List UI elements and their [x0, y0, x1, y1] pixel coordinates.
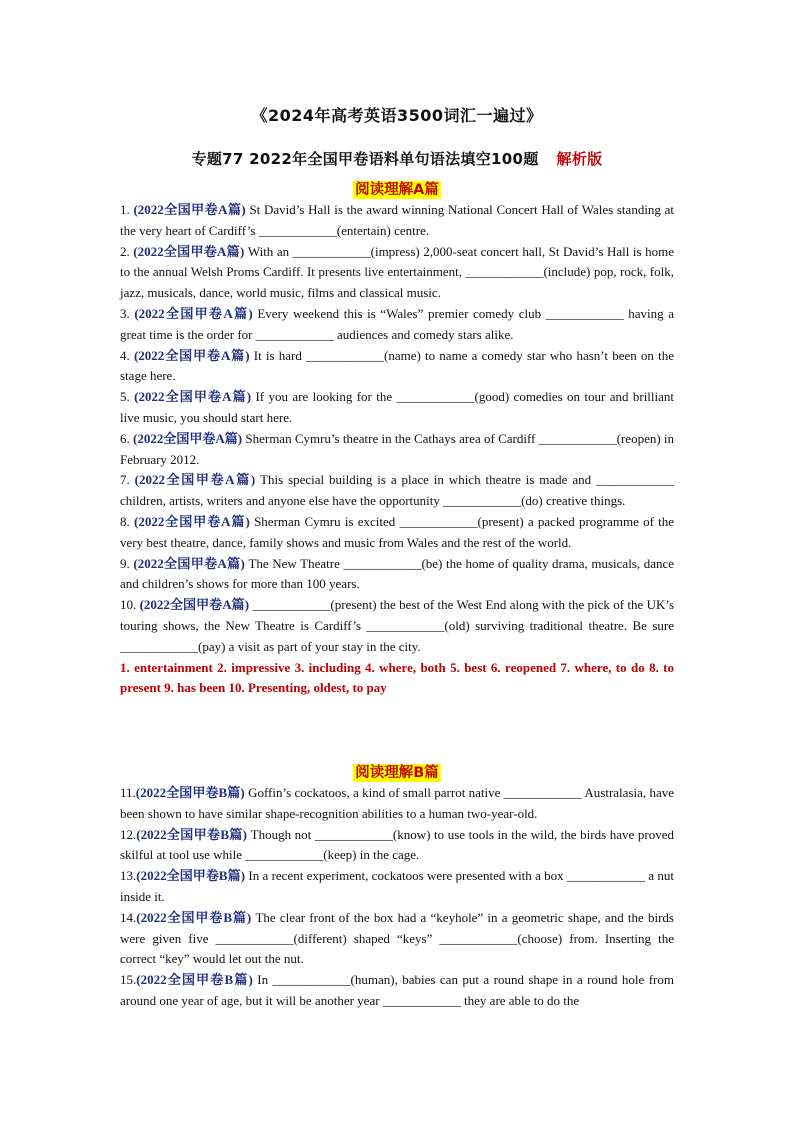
question-text: Sherman Cymru is excited ____________(present) a packed programme of the very best theatre, dance, family shows and music from Wales and the rest of the world. — [120, 513, 675, 550]
question-item — [120, 825, 674, 867]
question-text: Though not ____________(know) to use tools in the wild, the birds have proved skilful at tool use while ____________(keep) in the cage. — [120, 826, 674, 863]
question-number: 11. — [120, 785, 136, 800]
question-text: Goffin’s cockatoos, a kind of small parrot native ____________ Australasia, have been shown to have similar shape-recognition abilities to a human two-year-old. — [120, 785, 674, 821]
question-number: 7. — [120, 472, 130, 488]
question-text: If you are looking for the ____________(good) comedies on tour and brilliant live music, you should start here. — [120, 389, 675, 425]
section-heading-a-label: 阅读理解A篇 — [355, 182, 439, 198]
question-item — [120, 595, 674, 657]
question-number: 4. — [120, 347, 130, 363]
question-text: This special building is a place in which theatre is made and ____________ children, artists, writers and anyone else have the opportunity ____________(do) creative things. — [120, 472, 674, 509]
question-number: 2. — [120, 243, 130, 259]
question-number: 13. — [120, 868, 137, 884]
question-item — [120, 242, 674, 304]
section-heading-a — [0, 178, 794, 199]
question-item — [120, 387, 674, 429]
question-item — [120, 512, 674, 554]
question-number: 1. — [120, 202, 130, 217]
question-number: 15. — [120, 972, 137, 988]
question-text: ____________(present) the best of the West End along with the pick of the UK’s touring shows, the New Theatre is Cardiff’s ____________(old) surviving traditional theatre. Be sure ____________(pay) a visit as part of your stay in the city. — [120, 597, 675, 654]
question-item — [120, 429, 674, 471]
question-item — [120, 866, 674, 908]
question-source: (2022全国甲卷A篇) — [133, 243, 245, 259]
question-item — [120, 304, 674, 346]
question-text: The New Theatre ____________(be) the home of quality drama, musicals, dance and children’s shows for more than 100 years. — [120, 555, 675, 592]
question-text: In a recent experiment, cockatoos were presented with a box ____________ a nut inside it. — [120, 868, 675, 904]
question-source: (2022全国甲卷A篇) — [133, 555, 245, 571]
question-item — [120, 470, 674, 512]
question-text: The clear front of the box had a “keyhole” in a geometric shape, and the birds were given five ____________(different) shaped “keys” ____________(choose) from. Inserting the correct “key” would let out the nut. — [120, 909, 674, 967]
question-text: In ____________(human), babies can put a round shape in a round hole from around one year of age, but it will be another year ____________ they are able to do the — [120, 972, 674, 1008]
section-heading-b-label: 阅读理解B篇 — [355, 765, 439, 781]
question-text: St David’s Hall is the award winning National Concert Hall of Wales standing at the very heart of Cardiff’s ____________(entertain) centre. — [120, 202, 675, 238]
question-text: With an ____________(impress) 2,000-seat concert hall, St David’s Hall is home to the annual Welsh Proms Cardiff. It presents live entertainment, ____________(include) pop, rock, folk, jazz, musicals, dance, world music, films and classical music. — [120, 243, 674, 301]
subtitle-tag: 解析版 — [556, 150, 603, 168]
question-number: 9. — [120, 555, 130, 571]
question-source: (2022全国甲卷A篇) — [134, 305, 253, 321]
subtitle-text: 专题77 2022年全国甲卷语料单句语法填空100题 — [191, 150, 539, 168]
question-source: (2022全国甲卷A篇) — [139, 597, 250, 613]
question-text: Sherman Cymru’s theatre in the Cathays area of Cardiff ____________(reopen) in February 2012. — [120, 430, 675, 467]
page-subtitle — [0, 148, 794, 169]
question-source: (2022全国甲卷A篇) — [133, 202, 246, 217]
question-item — [120, 200, 674, 242]
question-item — [120, 970, 674, 1012]
question-item — [120, 554, 674, 596]
question-source: (2022全国甲卷A篇) — [133, 513, 250, 529]
question-source: (2022全国甲卷B篇) — [136, 868, 246, 884]
question-number: 14. — [120, 909, 137, 925]
answer-key-a: 1. entertainment 2. impressive 3. including 4. where, both 5. best 6. reopened 7. where, to do 8. to present 9. has been 10. Presenting, oldest, to pay — [120, 659, 674, 696]
question-text: It is hard ____________(name) to name a comedy star who hasn’t been on the stage here. — [120, 347, 674, 384]
question-item — [120, 783, 674, 825]
question-source: (2022全国甲卷B篇) — [135, 785, 245, 800]
question-item — [120, 346, 674, 388]
question-source: (2022全国甲卷B篇) — [136, 909, 252, 925]
question-source: (2022全国甲卷A篇) — [133, 430, 243, 446]
section-heading-b — [0, 761, 794, 782]
question-number: 6. — [120, 430, 130, 446]
question-source: (2022全国甲卷A篇) — [134, 472, 256, 488]
question-item — [120, 908, 674, 970]
question-number: 5. — [120, 389, 130, 405]
question-block-a — [120, 200, 674, 699]
page-title: 《2024年高考英语3500词汇一遍过》 — [251, 106, 543, 125]
question-source: (2022全国甲卷B篇) — [136, 972, 253, 988]
question-source: (2022全国甲卷B篇) — [136, 826, 248, 842]
question-block-b — [120, 783, 674, 1012]
question-source: (2022全国甲卷A篇) — [133, 347, 250, 363]
question-number: 3. — [120, 305, 130, 321]
question-text: Every weekend this is “Wales” premier comedy club ____________ having a great time is the order for ____________ audiences and comedy stars alike. — [120, 305, 675, 342]
question-source: (2022全国甲卷A篇) — [134, 389, 252, 405]
question-number: 10. — [120, 597, 137, 613]
question-number: 12. — [120, 826, 137, 842]
question-number: 8. — [120, 513, 130, 529]
